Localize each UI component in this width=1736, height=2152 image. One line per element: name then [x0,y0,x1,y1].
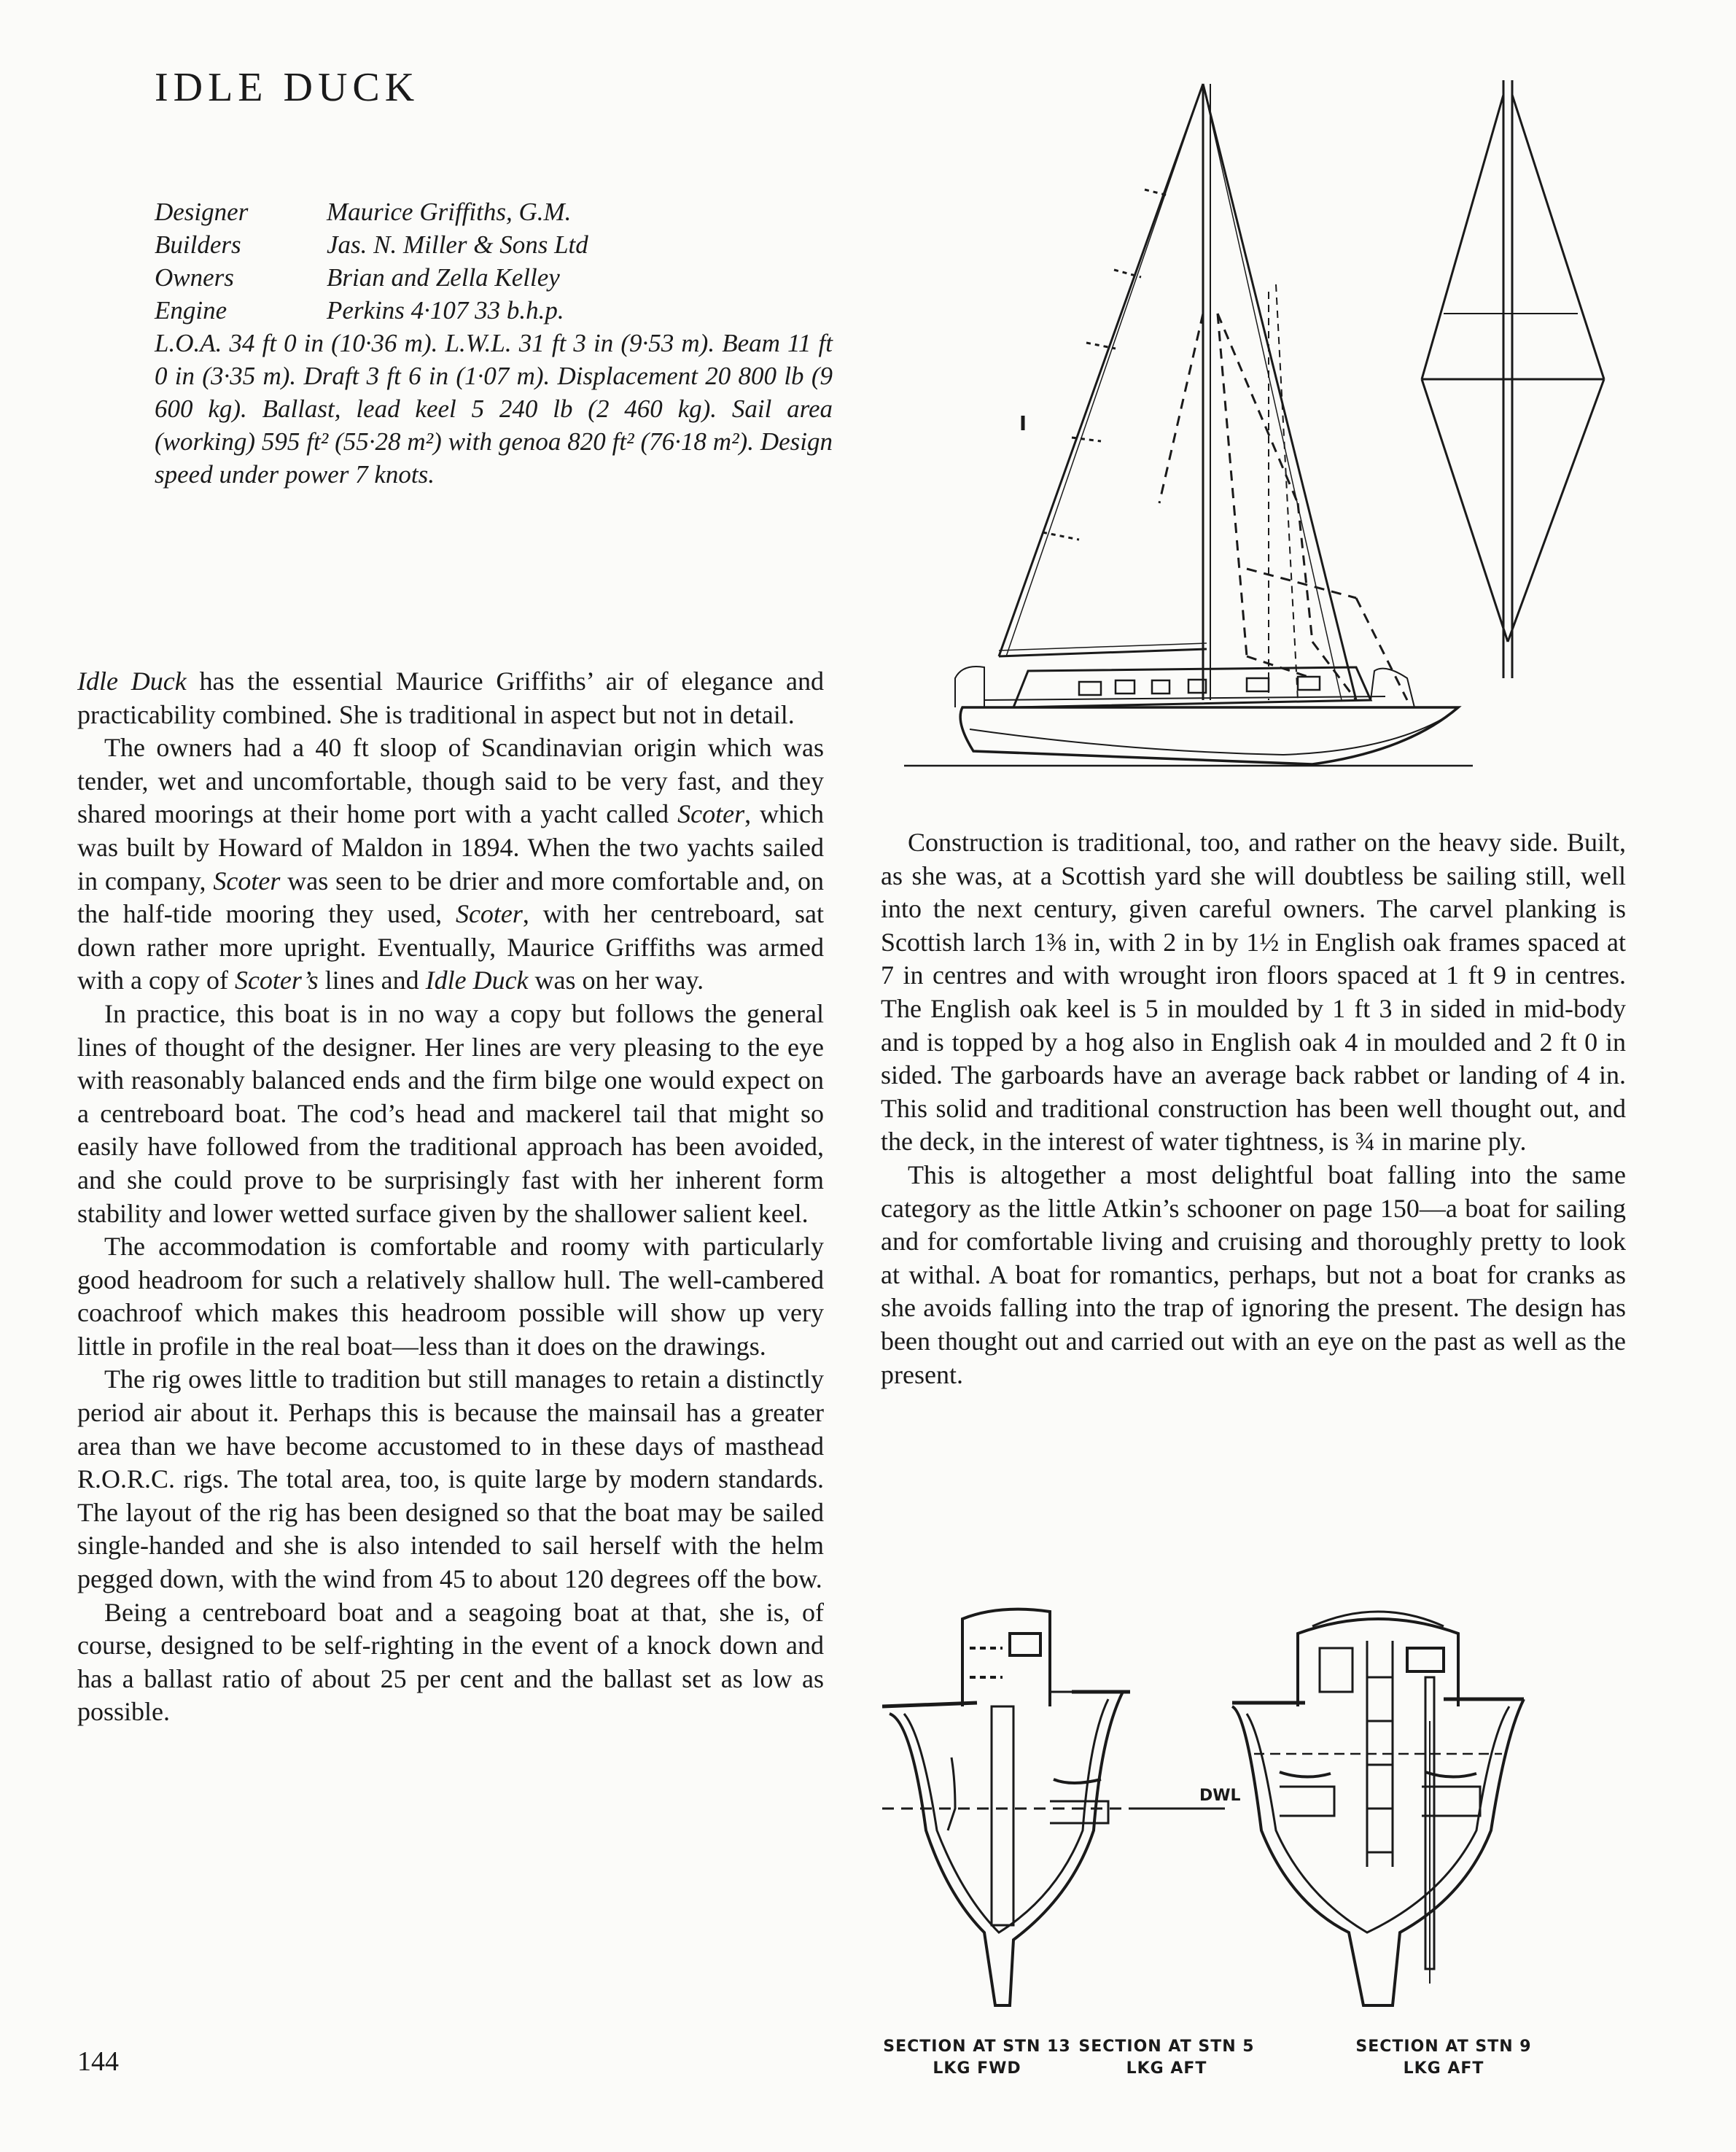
paragraph: The rig owes little to tradition but still manages to retain a distinctly period air about it. Perhaps this is because the mainsail has a greater area than we have become accustomed to in these days of masthead R.O.R.C. rigs. The total area, too, is quite large by modern standards. The layout of the rig has been designed so that the boat may be sailed single-handed and she is also intended to sail herself with the helm pegged down, with the wind from 45 to about 120 degrees off the bow. [77,1364,824,1594]
spec-value: Maurice Griffiths, G.M. [327,198,572,226]
dwl-label: DWL [1199,1787,1241,1805]
spec-row-builders [155,228,588,261]
spec-value: Brian and Zella Kelley [327,263,560,292]
spec-value: Perkins 4·107 33 b.h.p. [327,296,564,325]
spec-label: Owners [155,263,234,292]
paragraph: The accommodation is comfortable and roomy with particularly good headroom for such a relatively shallow hull. The well-cambered coachroof which makes this headroom possible will show up very little in profile in the real boat—less than it does on the drawings. [77,1232,824,1361]
paragraph [77,731,824,998]
caption-line2: LKG FWD [933,2059,1021,2078]
paragraph: Construction is traditional, too, and rather on the heavy side. Built, as she was, at a Scottish yard she will doubtless be sailing still, well into the next century, given careful owners. The carvel planking is Scottish larch 1⅜ in, with 2 in by 1½ in English oak frames spaced at 7 in centres and with wrought iron floors spaced at 1 ft 9 in centres. The English oak keel is 5 in moulded by 1 ft 3 in sided in mid-body and is topped by a hog also in English oak 4 in moulded and 2 ft 0 in sided. The garboards have an average back rabbet or landing of 4 in. This solid and traditional construction has been well thought out, and the deck, in the interest of water tightness, is ¾ in marine ply. [881,828,1626,1157]
page-number: 144 [77,2046,119,2077]
caption-line2: LKG AFT [1126,2059,1207,2078]
yacht-name: Scoter [213,866,281,896]
paragraph-text: has the essential Maurice Griffiths’ air of elegance and practicability combined. She is traditional in aspect but not in detail. [77,667,824,729]
page-title: IDLE DUCK [155,65,420,110]
yacht-name: Scoter’s [234,966,319,995]
cross-sections-drawing [882,1590,1655,2027]
right-column [881,826,1626,1391]
paragraph-text: , with her centreboard, sat down rather more upright. Eventually, Maurice Griffiths was armed with a copy of [77,899,824,995]
paragraph-text: lines and [318,966,426,995]
yacht-name: Scoter [455,899,523,929]
caption-stn5 [1072,2036,1261,2080]
sail-plan-drawing [904,73,1633,773]
spec-label: Builders [155,230,241,259]
dimensions-text: L.O.A. 34 ft 0 in (10·36 m). L.W.L. 31 ft 3 in (9·53 m). Beam 11 ft 0 in (3·35 m). Draft 3 ft 6 in (1·07 m). Displacement 20 800 lb (9 600 kg). Ballast, lead keel 5 240 lb (2 460 kg). Sail area (working) 595 ft² (55·28 m²) with genoa 820 ft² (76·18 m²). Design speed under power 7 knots. [155,329,833,489]
paragraph: In practice, this boat is in no way a copy but follows the general lines of thought of the designer. Her lines are very pleasing to the eye with reasonably balanced ends and the firm bilge one would expect on a centreboard boat. The cod’s head and mackerel tail that might so easily have followed from the traditional approach has been avoided, and she could prove to be surprisingly fast with her inherent form stability and lower wetted surface given by the shallower salient keel. [77,998,824,1228]
boat-name: Idle Duck [425,966,529,995]
caption-stn9 [1349,2036,1538,2080]
spec-row-designer [155,195,588,228]
caption-stn13 [882,2036,1072,2080]
caption-line2: LKG AFT [1403,2059,1484,2078]
caption-line1: SECTION AT STN 13 [883,2038,1071,2056]
caption-line1: SECTION AT STN 9 [1355,2038,1532,2056]
paragraph-text: The owners had a 40 ft sloop of Scandinavian origin which was tender, wet and uncomfortable, though said to be very fast, and they shared moorings at their home port with a yacht called [77,733,824,829]
paragraph-text: was seen to be drier and more comfortable and, on the half-tide mooring they used, [77,866,825,929]
paragraph [77,665,824,731]
specifications-block [155,195,833,491]
spec-value: Jas. N. Miller & Sons Ltd [327,230,588,259]
paragraph-text: was on her way. [528,966,704,995]
yacht-name: Scoter [677,799,745,829]
spec-row-engine [155,294,588,327]
specs-table [155,195,588,327]
caption-line1: SECTION AT STN 5 [1078,2038,1255,2056]
boat-name: Idle Duck [77,667,187,696]
spec-label: Designer [155,198,249,226]
left-column [77,665,824,1729]
paragraph: This is altogether a most delightful boat falling into the same category as the little Atkin’s schooner on page 150—a boat for sailing and for comfortable living and cruising and thoroughly pretty to look at withal. A boat for romantics, perhaps, but not a boat for cranks as she avoids falling into the trap of ignoring the present. The design has been thought out and carried out with an eye on the past as well as the present. [881,1159,1626,1389]
paragraph-text: , which was built by Howard of Maldon in 1894. When the two yachts sailed in company, [77,799,824,896]
spec-label: Engine [155,296,227,325]
paragraph: Being a centreboard boat and a seagoing boat at that, she is, of course, designed to be self-righting in the event of a knock down and has a ballast ratio of about 25 per cent and the ballast set as low as possible. [77,1597,824,1727]
spec-row-owners [155,261,588,294]
